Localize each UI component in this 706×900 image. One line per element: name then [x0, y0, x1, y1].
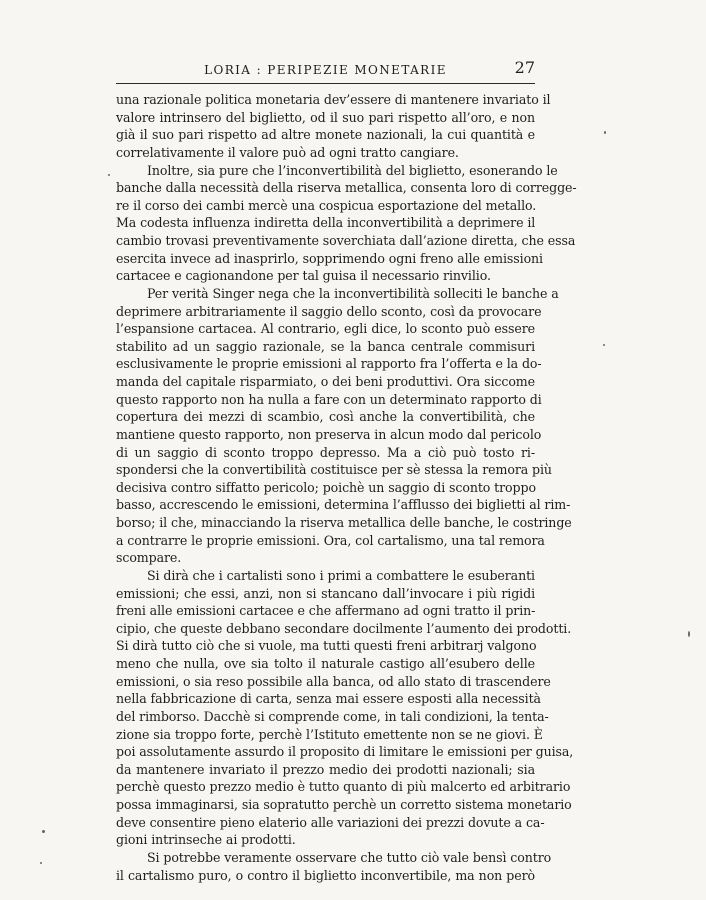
running-title: LORIA : PERIPEZIE MONETARIE	[204, 63, 447, 77]
print-speck	[603, 344, 605, 346]
print-speck	[688, 631, 690, 637]
text-line: una razionale politica monetaria dev’essere di mantenere invariato il	[116, 92, 551, 107]
text-line: cambio trovasi preventivamente soverchiata dall’azione diretta, che essa	[116, 233, 576, 248]
text-line: da mantenere invariato il prezzo medio dei prodotti nazionali; sia	[116, 761, 535, 777]
text-line: banche dalla necessità della riserva metallica, consenta loro di corregge-	[116, 180, 577, 196]
page-number: 27	[514, 58, 535, 77]
text-line: basso, accrescendo le emissioni, determina l’afflusso dei biglietti al rim-	[116, 497, 571, 513]
text-line: Si dirà tutto ciò che si vuole, ma tutti questi freni arbitrarj valgono	[116, 638, 537, 654]
text-line: Ma codesta influenza indiretta della inconvertibilità a deprimere il	[116, 215, 536, 231]
text-line: a contrarre le proprie emissioni. Ora, col cartalismo, una tal remora	[116, 532, 545, 548]
print-speck	[42, 830, 45, 833]
text-line: deve consentire pieno elaterio alle variazioni dei prezzi dovute a ca-	[116, 814, 545, 830]
text-line: emissioni, o sia reso possibile alla banca, od allo stato di trascendere	[116, 673, 551, 689]
text-line: re il corso dei cambi mercè una cospicua esportazione del metallo.	[116, 197, 537, 213]
body-text	[116, 91, 577, 884]
text-line: correlativamente il valore può ad ogni tratto cangiare.	[116, 144, 459, 160]
text-line: perchè questo prezzo medio è tutto quanto di più malcerto ed arbitrario	[116, 779, 571, 795]
running-header	[116, 58, 535, 84]
text-line: Si potrebbe veramente osservare che tutto ciò vale bensì contro	[147, 849, 552, 865]
text-line: Inoltre, sia pure che l’inconvertibilità del biglietto, esonerando le	[147, 162, 558, 178]
text-line: Si dirà che i cartalisti sono i primi a combattere le esuberanti	[147, 567, 535, 583]
text-line: copertura dei mezzi di scambio, così anche la convertibilità, che	[116, 409, 535, 425]
text-line: già il suo pari rispetto ad altre monete nazionali, la cui quantità e	[116, 127, 535, 143]
text-line: il cartalismo puro, o contro il biglietto inconvertibile, ma non però	[116, 867, 535, 883]
text-line: gioni intrinseche ai prodotti.	[116, 832, 296, 848]
text-line: esclusivamente le proprie emissioni al rapporto fra l’offerta e la do-	[116, 356, 542, 372]
text-line: meno che nulla, ove sia tolto il naturale castigo all’esubero delle	[116, 656, 535, 671]
text-line: del rimborso. Dacchè si comprende come, in tali condizioni, la tenta-	[116, 708, 549, 724]
text-line: l’espansione cartacea. Al contrario, egli dice, lo sconto può essere	[116, 321, 535, 337]
text-line: freni alle emissioni cartacee e che affermano ad ogni tratto il prin-	[116, 603, 536, 619]
text-line: scompare.	[116, 550, 182, 566]
text-line: nella fabbricazione di carta, senza mai essere esposti alla necessità	[116, 691, 541, 707]
text-line: valore intrinsero del biglietto, od il suo pari rispetto all’oro, e non	[116, 109, 535, 125]
text-line: stabilito ad un saggio razionale, se la banca centrale commisuri	[116, 338, 535, 354]
print-speck	[108, 174, 110, 176]
text-line: cartacee e cagionandone per tal guisa il necessario rinvilio.	[116, 268, 491, 284]
text-line: questo rapporto non ha nulla a fare con un determinato rapporto di	[116, 391, 542, 407]
text-line: emissioni; che essi, anzi, non si stancano dall’invocare i più rigidi	[116, 585, 535, 601]
text-line: decisiva contro siffatto pericolo; poichè un saggio di sconto troppo	[116, 479, 536, 495]
text-line: borso; il che, minacciando la riserva metallica delle banche, le costringe	[116, 515, 572, 530]
text-line: di un saggio di sconto troppo depresso. Ma a ciò può tosto ri-	[116, 444, 535, 460]
text-line: zione sia troppo forte, perchè l’Istituto emettente non se ne giovi. È	[116, 726, 543, 742]
text-line: possa immaginarsi, sia sopratutto perchè un corretto sistema monetario	[116, 797, 572, 812]
print-speck	[604, 131, 606, 134]
text-line: mantiene questo rapporto, non preserva in alcun modo dal pericolo	[116, 426, 542, 442]
text-line: spondersi che la convertibilità costituisce per sè stessa la remora più	[116, 462, 552, 478]
text-line: cipio, che queste debbano secondare docilmente l’aumento dei prodotti.	[116, 620, 572, 636]
text-line: poi assolutamente assurdo il proposito di limitare le emissioni per guisa,	[116, 744, 574, 760]
text-line: deprimere arbitrariamente il saggio dello sconto, così da provocare	[116, 303, 542, 319]
text-line: Per verità Singer nega che la inconvertibilità solleciti le banche a	[147, 285, 559, 301]
print-speck	[40, 862, 42, 864]
text-line: manda del capitale risparmiato, o dei beni produttivi. Ora siccome	[116, 374, 535, 389]
text-line: esercita invece ad inasprirlo, sopprimendo ogni freno alle emissioni	[116, 250, 543, 266]
